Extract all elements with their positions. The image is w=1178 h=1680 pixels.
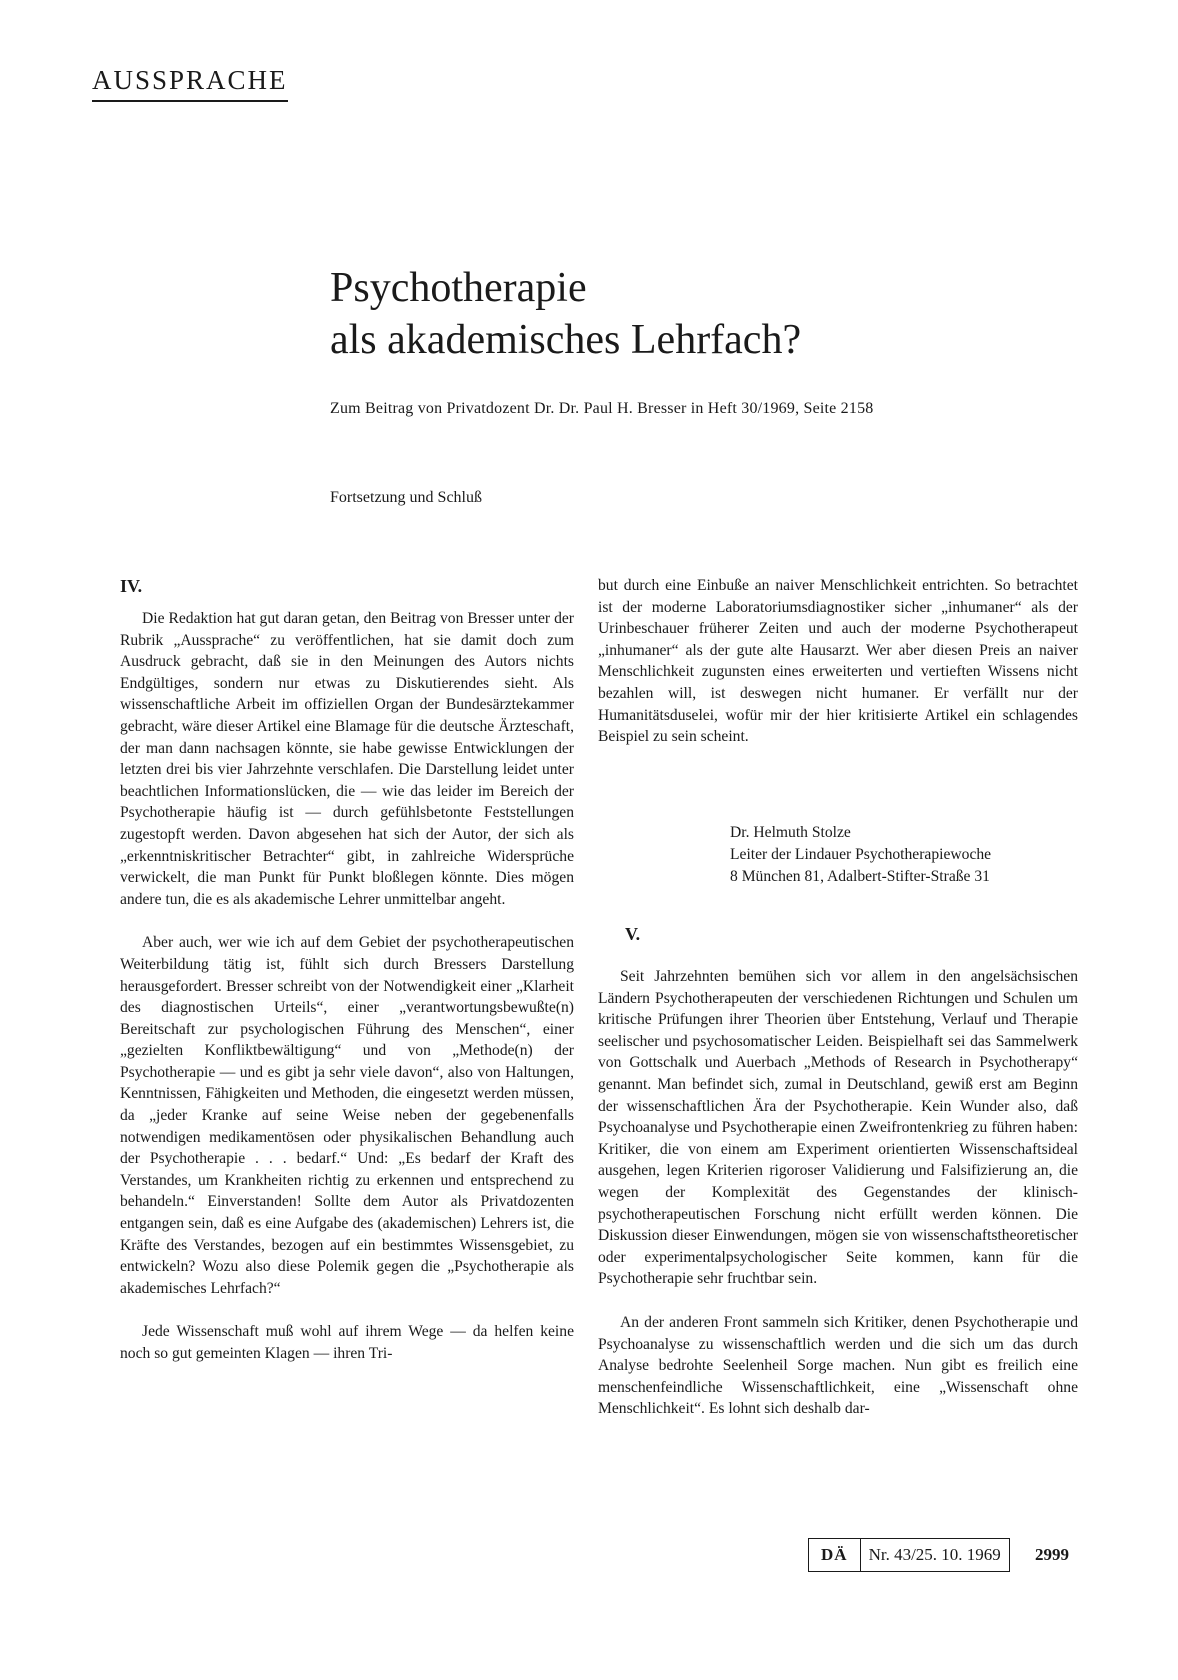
article-title: [330, 262, 801, 366]
journal-footer-box: [808, 1538, 1010, 1572]
column-right-section-v: [598, 966, 1078, 1420]
section-heading-v: V.: [625, 924, 641, 944]
column-left: [120, 608, 574, 1365]
title-line-1: Psychotherapie: [330, 265, 587, 311]
issue-label: Nr. 43/25. 10. 1969: [868, 1545, 1001, 1564]
paragraph-iv-1: Die Redaktion hat gut daran getan, den Beitrag von Bresser unter der Rubrik „Aussprache“ zu veröffentlichen, hat sie damit doch zum Ausdruck gebracht, daß sie in den Meinungen des Autors nichts Endgültiges, sondern nur etwas zu Diskutierendes sieht. Als wissenschaftliche Arbeit im offiziellen Organ der Bundesärztekammer gebracht, wäre dieser Artikel eine Blamage für die deutsche Ärzteschaft, der man dann nachsagen könnte, sie habe gewisse Entwicklungen der letzten drei bis vier Jahrzehnte verschlafen. Die Darstellung leidet unter beachtlichen Informationslücken, die — wie das leider im Bereich der Psychotherapie häufig ist — durch gefühlsbetonte Feststellungen zugestopft werden. Davon abgesehen hat sich der Autor, der sich als „erkenntniskritischer Betrachter“ gibt, in zahlreiche Widersprüche verwickelt, die man Punkt für Punkt bloßlegen könnte. Dies mögen andere tun, die es als akademische Lehrer unmittelbar angeht.: [120, 610, 574, 908]
section-heading-iv: IV.: [120, 576, 143, 596]
paragraph-iv-2: Aber auch, wer wie ich auf dem Gebiet der psychotherapeutischen Weiterbildung tätig ist, fühlt sich durch Bressers Darstellung herausgefordert. Bresser schreibt von der Notwendigkeit einer „Klarheit des diagnostischen Urteils“, einer „verantwortungsbewußte(n) Bereitschaft zur psychologischen Führung des Menschen“, einer „gezielten Konfliktbewältigung“ und von „Methode(n) der Psychotherapie — und es gibt ja sehr viele davon“, also von Haltungen, Kenntnissen, Fähigkeiten und Methoden, die eingesetzt werden müssen, da „jeder Kranke auf seine Weise neben der gegebenenfalls notwendigen medikamentösen oder physikalischen Behandlung auch der Psychotherapie . . . bedarf.“ Und: „Es bedarf der Kraft des Verstandes, um Krankheiten richtig zu erkennen und entsprechend zu behandeln.“ Einverstanden! Sollte dem Autor als Privatdozenten entgangen sein, daß es eine Aufgabe des (akademischen) Lehrers ist, die Kräfte des Verstandes, bezogen auf ein bestimmtes Wissensgebiet, zu entwickeln? Wozu also diese Polemik gegen die „Psychotherapie als akademisches Lehrfach?“: [120, 934, 574, 1297]
continuation-note: Fortsetzung und Schluß: [330, 489, 482, 506]
paragraph-v-1: Seit Jahrzehnten bemühen sich vor allem in den angelsächsischen Ländern Psychotherapeuten der verschiedenen Richtungen und Schulen um kritische Prüfungen ihrer Theorien über Entstehung, Verlauf und Therapie seelischer und psychosomatischer Leiden. Beispielhaft sei das Sammelwerk von Gottschalk und Auerbach „Methods of Research in Psychotherapy“ genannt. Man befindet sich, zumal in Deutschland, gewiß erst am Beginn der wissenschaftlichen Ära der Psychotherapie. Kein Wunder also, daß Psychoanalyse und Psychotherapie einen Zweifrontenkrieg zu führen haben: Kritiker, die von einem am Experiment orientierten Wissenschaftsideal ausgehen, legen Kriterien rigoroser Validierung und Falsifizierung an, die wegen der Komplexität des Gegenstandes der klinisch-psychotherapeutischen Forschung nicht erfüllt werden können. Die Diskussion dieser Einwendungen, mögen sie von wissenschaftstheoretischer oder experimentalpsychologischer Seite kommen, kann für die Psychotherapie sehr fruchtbar sein.: [598, 968, 1078, 1288]
paragraph-v-2: An der anderen Front sammeln sich Kritiker, denen Psychotherapie und Psychoanalyse zu wissenschaftlich werden und die sich um das durch Analyse bedrohte Seelenheil Sorge machen. Nun gibt es freilich eine menschenfeindliche Wissenschaftlichkeit, eine „Wissenschaft ohne Menschlichkeit“. Es lohnt sich deshalb dar-: [598, 1313, 1078, 1418]
signature-name: Dr. Helmuth Stolze: [730, 824, 851, 841]
rubric-heading: AUSSPRACHE: [92, 64, 288, 102]
column-right: [598, 575, 1078, 748]
paragraph-iv-3: Jede Wissenschaft muß wohl auf ihrem Wege — da helfen keine noch so gut gemeinten Klagen — ihren Tri-: [120, 1323, 574, 1362]
journal-logo: DÄ: [809, 1539, 861, 1571]
paragraph-continuation: but durch eine Einbuße an naiver Menschlichkeit entrichten. So betrachtet ist der moderne Laboratoriumsdiagnostiker sicher „inhumaner“ als der Urinbeschauer früherer Zeiten und auch der moderne Psychotherapeut „inhumaner“ als der gute alte Hausarzt. Wer aber diesen Preis an naiver Menschlichkeit zugunsten eines erweiterten und vertieften Wissens nicht bezahlen will, ist deswegen nicht humaner. Er verfällt nur der Humanitätsduselei, wofür mir der hier kritisierte Artikel ein schlagendes Beispiel zu sein scheint.: [598, 577, 1078, 746]
page-number: 2999: [1035, 1545, 1069, 1564]
signature-role: Leiter der Lindauer Psychotherapiewoche: [730, 846, 992, 863]
title-line-2: als akademisches Lehrfach?: [330, 317, 802, 363]
signature-block: [730, 822, 991, 888]
article-subtitle: Zum Beitrag von Privatdozent Dr. Dr. Paul H. Bresser in Heft 30/1969, Seite 2158: [330, 400, 874, 417]
signature-address: 8 München 81, Adalbert-Stifter-Straße 31: [730, 868, 990, 885]
